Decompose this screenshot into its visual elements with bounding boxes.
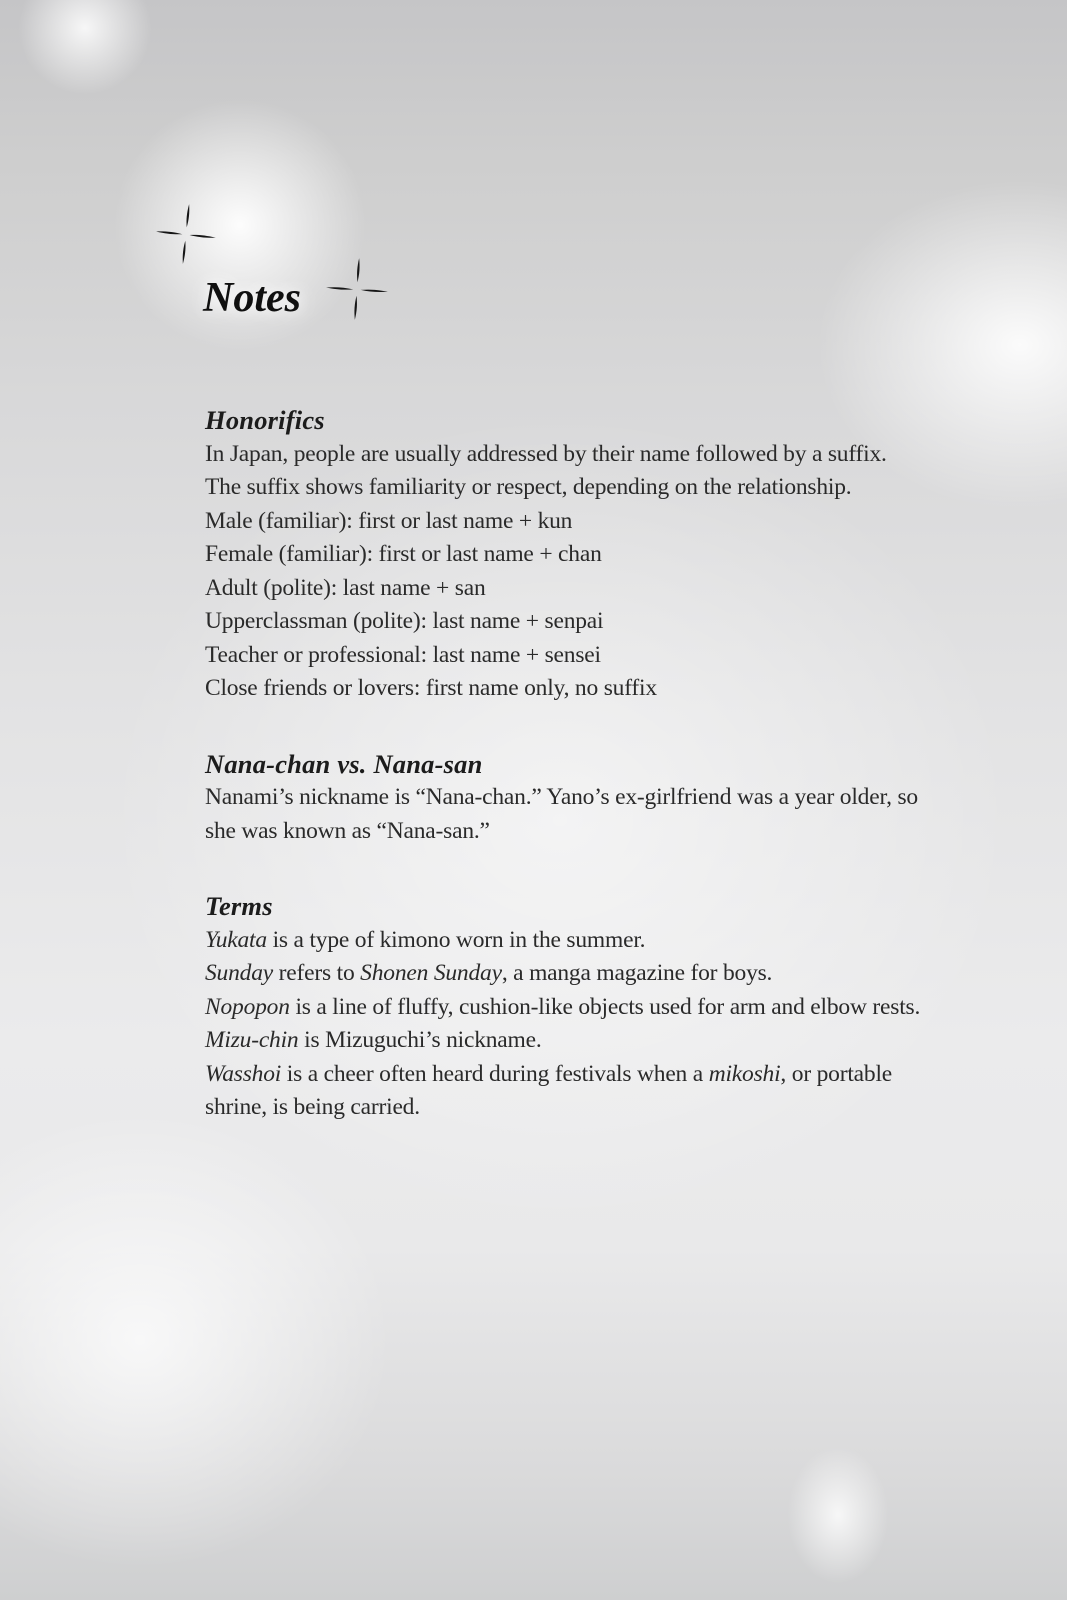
text-line: [205, 572, 1025, 606]
term-italic: Shonen Sunday: [360, 960, 502, 986]
text-line: [205, 1024, 1025, 1058]
page-title: Notes: [203, 275, 301, 322]
section-terms: [205, 890, 1025, 1125]
text-line: [205, 605, 1025, 639]
text-line: [205, 1091, 1025, 1125]
text-run: Adult (polite): last name + san: [205, 574, 486, 601]
text-run: In Japan, people are usually addressed by their name followed by a suffix.: [205, 440, 887, 467]
text-run: is a type of kimono worn in the summer.: [266, 926, 646, 953]
section-heading: Terms: [205, 891, 273, 921]
sections: [205, 404, 1025, 1167]
text-line: [205, 957, 1025, 991]
term-italic: Wasshoi: [205, 1060, 282, 1087]
text-line: [205, 781, 1025, 815]
text-line: [205, 538, 1025, 572]
text-line: [205, 639, 1025, 673]
term-italic: Mizu-chin: [205, 1027, 299, 1053]
text-run: she was known as “Nana-san.”: [205, 817, 490, 844]
text-run: Teacher or professional: last name + sensei: [205, 641, 601, 668]
text-run: Female (familiar): first or last name + chan: [205, 541, 602, 567]
term-italic: Nopopon: [205, 993, 290, 1020]
text-run: is a line of fluffy, cushion-like objects used for arm and elbow rests.: [289, 993, 921, 1020]
section-nana-chan-vs-nana-san: [205, 748, 1025, 849]
text-line: [205, 991, 1025, 1025]
text-run: Male (familiar): first or last name + kun: [205, 507, 573, 534]
text-run: The suffix shows familiarity or respect, depending on the relationship.: [205, 474, 852, 500]
text-run: , or portable: [780, 1060, 893, 1087]
text-run: Nanami’s nickname is “Nana-chan.” Yano’s ex-girlfriend was a year older, so: [205, 784, 918, 810]
term-italic: mikoshi: [708, 1060, 781, 1087]
text-run: Close friends or lovers: first name only, no suffix: [205, 675, 657, 701]
section-heading: Honorifics: [205, 405, 325, 435]
text-line: [205, 924, 1025, 958]
term-italic: Sunday: [205, 960, 273, 986]
text-run: refers to: [272, 960, 361, 986]
section-heading: Nana-chan vs. Nana-san: [205, 748, 483, 779]
text-run: is Mizuguchi’s nickname.: [298, 1027, 542, 1053]
text-run: , a manga magazine for boys.: [501, 960, 773, 986]
sparkle-right-icon: [324, 256, 390, 322]
text-line: [205, 505, 1025, 539]
text-run: is a cheer often heard during festivals when a: [281, 1060, 709, 1087]
term-italic: Yukata: [205, 926, 267, 953]
text-line: [205, 815, 1025, 849]
text-line: [205, 672, 1025, 706]
text-line: [205, 1058, 1025, 1092]
section-honorifics: [205, 404, 1025, 706]
text-run: shrine, is being carried.: [205, 1094, 420, 1120]
text-line: [205, 438, 1025, 472]
text-line: [205, 471, 1025, 505]
sparkle-left-icon: [153, 201, 219, 267]
text-run: Upperclassman (polite): last name + senpai: [205, 608, 604, 634]
